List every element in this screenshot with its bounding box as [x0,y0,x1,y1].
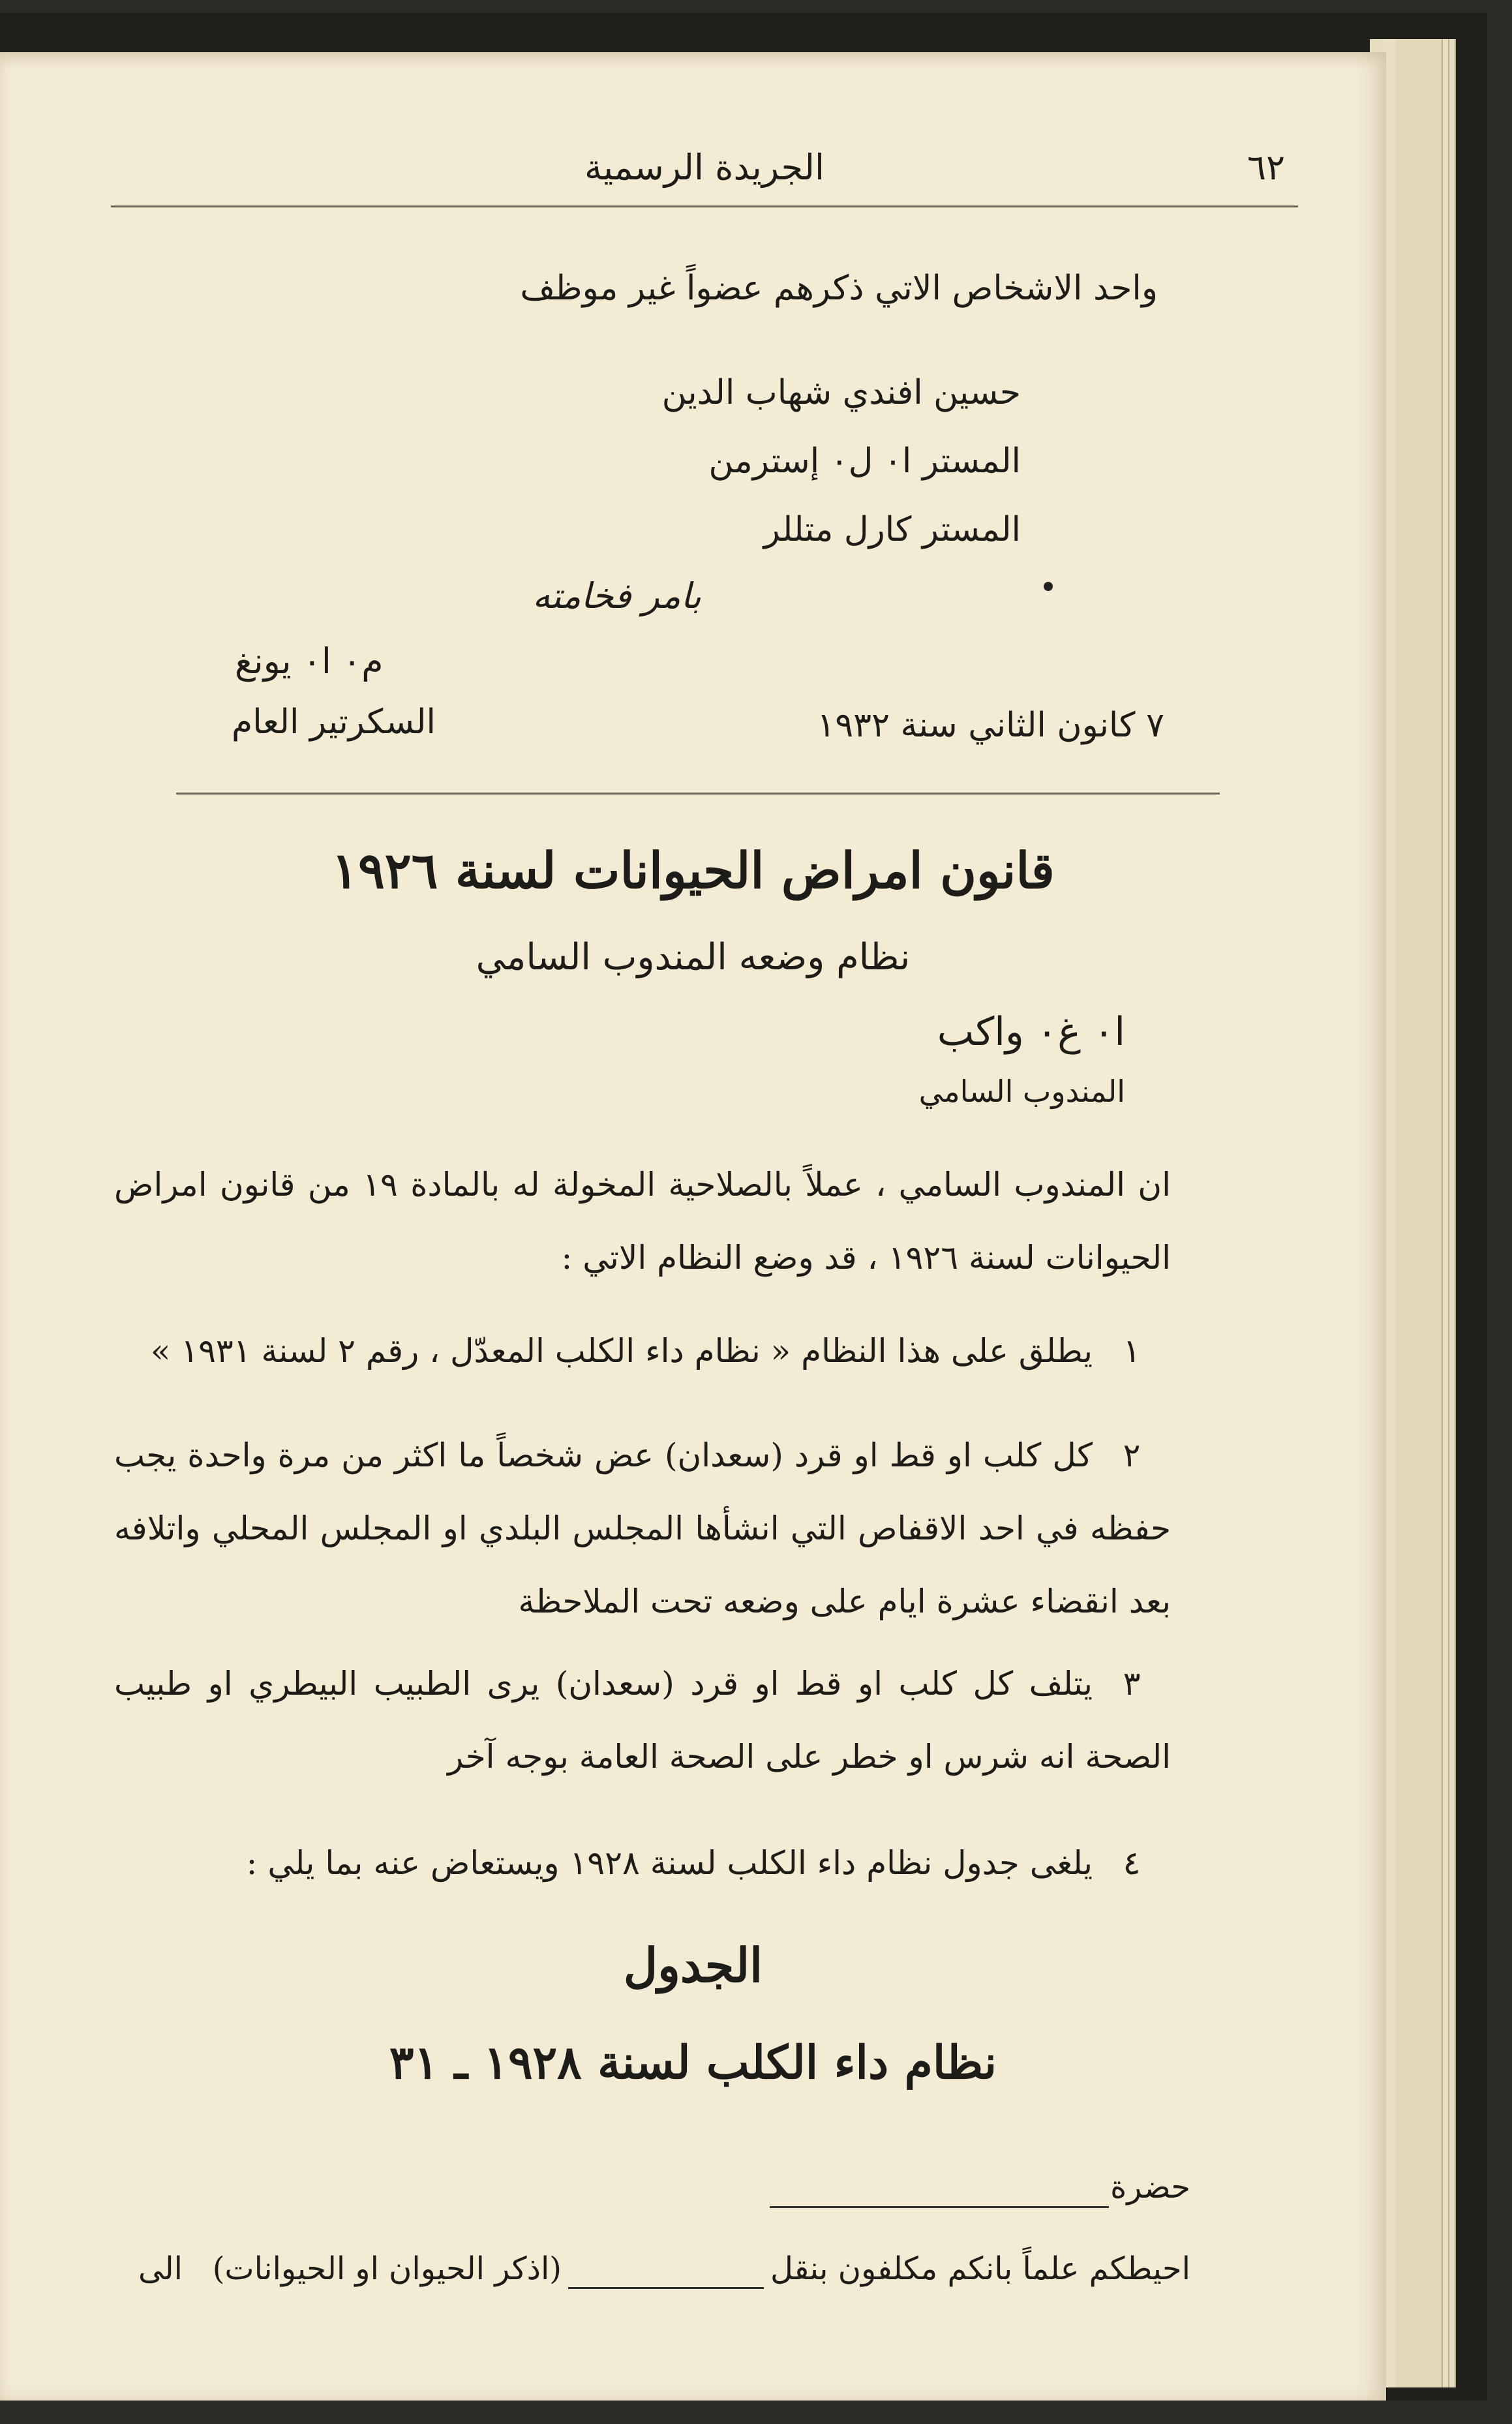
article-number: ٢ [1123,1436,1141,1474]
member-name: حسين افندي شهاب الدين [661,373,1021,412]
notice-date: ٧ كانون الثاني سنة ١٩٣٢ [817,706,1164,745]
commissioner-role: المندوب السامي [918,1074,1125,1109]
article [114,1647,1171,1793]
law-title: قانون امراض الحيوانات لسنة ١٩٢٦ [331,841,1055,900]
section-divider [176,793,1220,795]
page-header [111,134,1298,207]
article-text: كل كلب او قط او قرد (سعدان) عض شخصاً ما اكثر من مرة واحدة يجب حفظه في احد الاقفاص التي انشأها المجلس البلدي او المجلس المحلي واتلافه بعد انقضاء عشرة ايام على وضعه تحت الملاحظة [114,1436,1171,1620]
animal-blank [568,2250,764,2289]
notice-hint: (اذكر الحيوان او الحيوانات) [212,2250,562,2287]
law-subtitle: نظام وضعه المندوب السامي [476,936,911,978]
book-spread [0,13,1487,2401]
member-name: المستر ا٠ ل٠ إسترمن [708,442,1021,481]
notice-end: الى [138,2250,183,2287]
page-edges [1396,39,1443,2387]
article-text: يلغى جدول نظام داء الكلب لسنة ١٩٢٨ ويستعاض عنه بما يلي : [246,1844,1093,1882]
page-number: ٦٢ [1247,147,1285,188]
article-number: ٤ [1123,1844,1141,1882]
notice-start: احيطكم علماً بانكم مكلفون بنقل [770,2250,1190,2287]
signatory-title: السكرتير العام [232,703,436,742]
by-order: بامر فخامته [532,575,701,616]
article [114,1826,1171,1900]
ink-dot [1044,582,1053,591]
article [114,1419,1171,1638]
commissioner-name: ا٠ غ٠ واكب [937,1009,1125,1055]
article-text: يتلف كل كلب او قط او قرد (سعدان) يرى الطبيب البيطري او طبيب الصحة انه شرس او خطر على الصحة العامة بوجه آخر [114,1665,1171,1776]
article [114,1314,1171,1387]
article-number: ١ [1123,1332,1141,1370]
schedule-title: الجدول [623,1937,763,1993]
addressee-blank [770,2206,1109,2208]
article-number: ٣ [1123,1665,1141,1703]
schedule-subtitle: نظام داء الكلب لسنة ١٩٢٨ ـ ٣١ [389,2035,997,2089]
intro-line: واحد الاشخاص الاتي ذكرهم عضواً غير موظف [520,269,1158,308]
signatory-name: م٠ ا٠ يونغ [235,641,384,682]
header-title: الجريدة الرسمية [584,147,824,188]
member-name: المستر كارل متللر [763,510,1021,549]
addressee-label: حضرة [1110,2169,1190,2205]
preamble: ان المندوب السامي ، عملاً بالصلاحية المخولة له بالمادة ١٩ من قانون امراض الحيوانات لسنة ١٩٢٦ ، قد وضع النظام الاتي : [114,1166,1171,1277]
notice-line [3,2250,1190,2289]
article-text: يطلق على هذا النظام « نظام داء الكلب المعدّل ، رقم ٢ لسنة ١٩٣١ » [150,1332,1093,1370]
gazette-page [0,52,1386,2401]
